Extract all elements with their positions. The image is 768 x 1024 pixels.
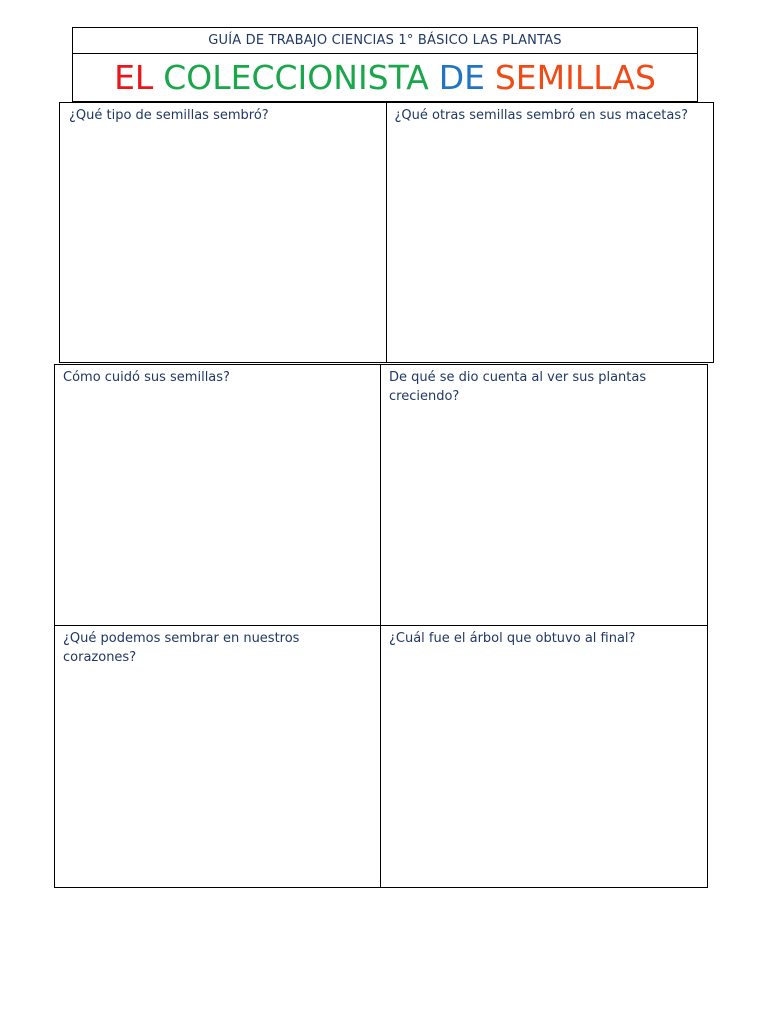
question-cell-1[interactable] [60, 103, 387, 362]
question-4-text: De qué se dio cuenta al ver sus plantas creciendo? [389, 370, 647, 404]
question-2-text: ¿Qué otras semillas sembró en sus macetas? [394, 108, 689, 123]
worksheet-subtitle: GUÍA DE TRABAJO CIENCIAS 1° BÁSICO LAS PLANTAS [208, 33, 562, 48]
question-cell-3[interactable] [55, 365, 381, 626]
question-cell-4[interactable] [381, 365, 707, 626]
worksheet-title-box [72, 53, 698, 102]
question-cell-2[interactable] [387, 103, 714, 362]
question-1-text: ¿Qué tipo de semillas sembró? [69, 108, 269, 123]
question-grid-bottom [54, 364, 708, 888]
title-word-de: DE [438, 58, 485, 97]
title-word-semillas: SEMILLAS [494, 58, 656, 97]
question-5-text: ¿Qué podemos sembrar en nuestros corazones? [63, 631, 300, 665]
title-word-el: EL [114, 58, 154, 97]
question-cell-6[interactable] [381, 626, 707, 887]
worksheet-subtitle-box [72, 27, 698, 54]
worksheet-title [114, 58, 656, 97]
question-grid-top [59, 102, 714, 363]
question-cell-5[interactable] [55, 626, 381, 887]
question-3-text: Cómo cuidó sus semillas? [63, 370, 230, 385]
question-6-text: ¿Cuál fue el árbol que obtuvo al final? [389, 631, 636, 646]
title-word-coleccionista: COLECCIONISTA [163, 58, 429, 97]
